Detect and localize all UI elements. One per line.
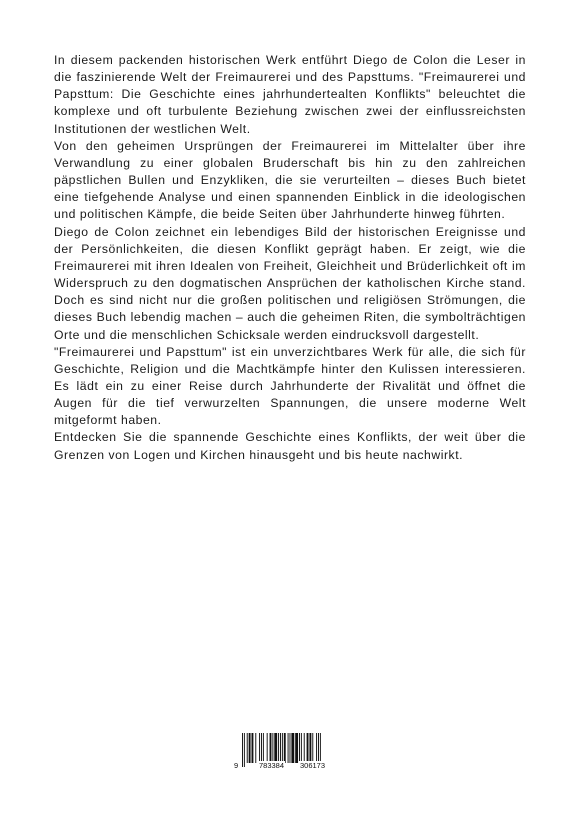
- barcode-bar: [261, 733, 262, 763]
- barcode-digits-left: 783384: [259, 761, 285, 770]
- barcode-bar: [291, 733, 294, 763]
- barcode-bar: [316, 733, 317, 763]
- barcode-bar: [274, 733, 277, 763]
- barcode-bar: [307, 733, 309, 763]
- barcode-bar: [263, 733, 264, 763]
- blurb-text: [54, 52, 526, 464]
- barcode-digits: [234, 761, 338, 773]
- barcode-bar: [267, 733, 268, 763]
- barcode-bar: [252, 733, 254, 763]
- isbn-barcode: [234, 733, 338, 773]
- barcode-bar: [301, 733, 302, 763]
- blurb-paragraph-1: In diesem packenden historischen Werk entführt Diego de Colon die Leser in die faszinierende Welt der Freimaurerei und des Papsttums. "Freimaurerei und Papsttum: Die Geschichte eines jahrhundertealten Konflikts" beleuchtet die komplexe und oft turbulente Beziehung zwischen zwei der einflussreichsten Institutionen der westlichen Welt.: [54, 53, 526, 136]
- barcode-bar: [309, 733, 311, 763]
- barcode-bar: [255, 733, 256, 763]
- barcode-bar: [272, 733, 273, 763]
- barcode-digit-first: 9: [234, 761, 239, 770]
- barcode-bar: [312, 733, 313, 763]
- blurb-paragraph-4: "Freimaurerei und Papsttum" ist ein unverzichtbares Werk für alle, die sich für Geschichte, Religion und die Machtkämpfe hinter den Kulissen interessieren. Es lädt ein zu einer Reise durch Jahrhunderte der Rivalität und öffnet die Augen für die tief verwurzelten Spannungen, die unsere moderne Welt mitgeformt haben.: [54, 344, 526, 428]
- blurb-paragraph-3: Diego de Colon zeichnet ein lebendiges Bild der historischen Ereignisse und der Persönlichkeiten, die diesen Konflikt geprägt haben. Er zeigt, wie die Freimaurerei mit ihren Idealen von Freiheit, Gleichheit und Brüderlichkeit oft im Widerspruch zu den dogmatischen Ansprüchen der katholischen Kirche stand. Doch es sind nicht nur die großen politischen und religiösen Strömungen, die dieses Buch lebendig machen – auch die geheimen Riten, die symbolträchtigen Orte und die menschlichen Schicksale werden eindrucksvoll dargestellt.: [54, 224, 526, 342]
- barcode-bar: [247, 733, 248, 763]
- barcode-bar: [278, 733, 279, 763]
- barcode-bar: [288, 733, 289, 763]
- blurb-paragraph-2: Von den geheimen Ursprüngen der Freimaurerei im Mittelalter über ihre Verwandlung zu einer globalen Bruderschaft bis hin zu den zahlreichen päpstlichen Bullen und Enzykliken, die sie verurteilten – dieses Buch bietet eine tiefgehende Analyse und einen spannenden Einblick in die ideologischen und politischen Kämpfe, die beide Seiten über Jahrhunderte hinweg führten.: [54, 138, 526, 222]
- barcode-bar: [290, 733, 291, 763]
- barcode-bar: [299, 733, 300, 763]
- barcode-bar: [304, 733, 305, 763]
- barcode-digits-right: 306173: [300, 761, 326, 770]
- barcode-bar: [249, 733, 251, 763]
- barcode-bar: [284, 733, 286, 763]
- barcode-bar: [295, 733, 298, 763]
- barcode-bar: [270, 733, 272, 763]
- blurb-paragraph-5: Entdecken Sie die spannende Geschichte eines Konflikts, der weit über die Grenzen von Logen und Kirchen hinausgeht und bis heute nachwirkt.: [54, 430, 526, 462]
- barcode-bar: [259, 733, 260, 763]
